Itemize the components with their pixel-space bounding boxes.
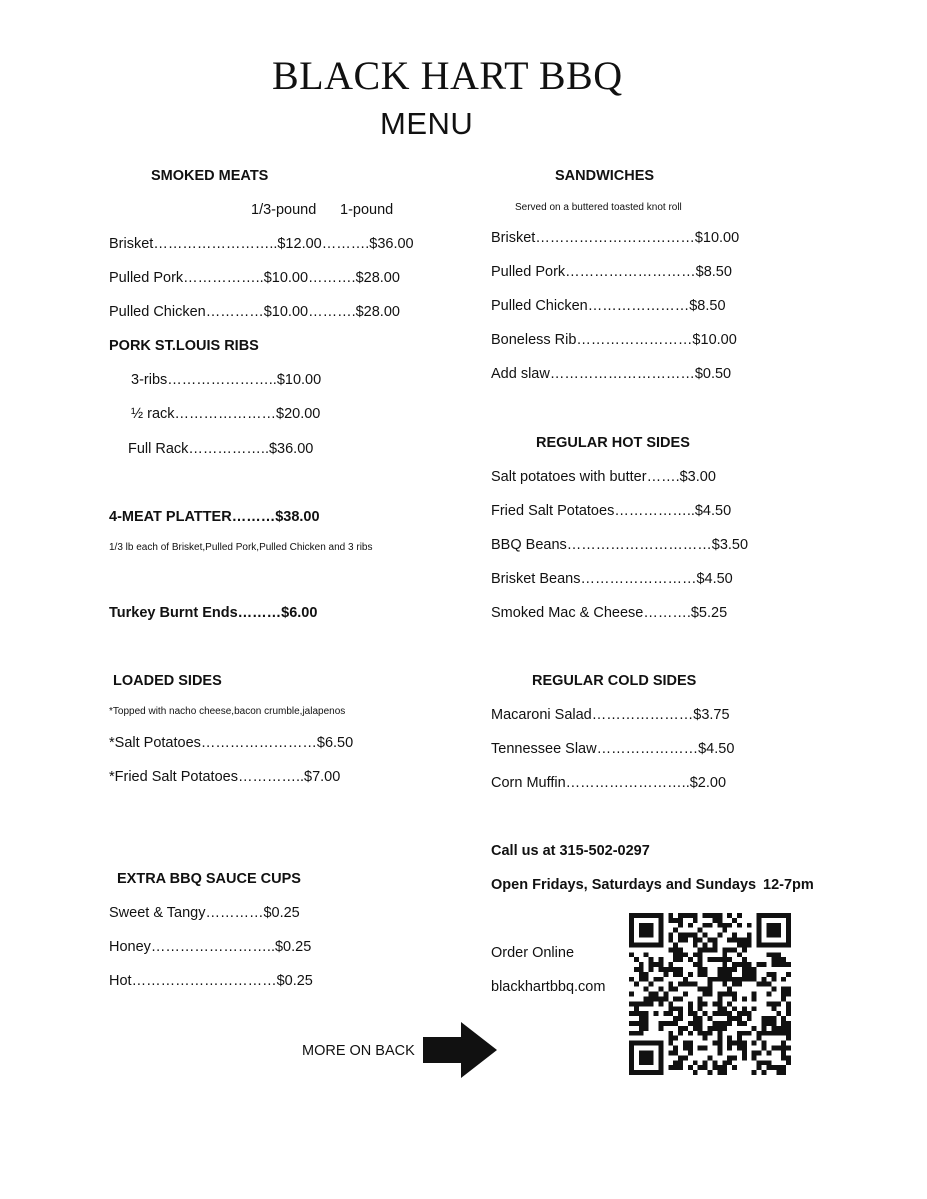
menu-item: BBQ Beans…………………………$3.50 <box>491 537 749 553</box>
more-on-back-label: MORE ON BACK <box>302 1043 415 1059</box>
menu-item: 3-ribs…………………..$10.00 <box>131 372 322 388</box>
menu-item: Hot…………………………$0.25 <box>109 973 313 989</box>
loaded-sides-heading: LOADED SIDES <box>113 673 222 689</box>
menu-heading: MENU <box>380 106 474 141</box>
restaurant-title: BLACK HART BBQ <box>272 53 623 98</box>
sandwiches-heading: SANDWICHES <box>555 168 655 184</box>
menu-item: Boneless Rib……………………$10.00 <box>491 332 737 348</box>
menu-item: Brisket……………………………$10.00 <box>491 230 740 246</box>
menu-item: Pulled Pork………………………$8.50 <box>491 264 732 280</box>
arrow-right-icon <box>423 1022 497 1078</box>
hot-sides-heading: REGULAR HOT SIDES <box>536 435 690 451</box>
menu-item: *Salt Potatoes……………………$6.50 <box>109 735 354 751</box>
platter-item: 4-MEAT PLATTER………$38.00 <box>109 509 320 525</box>
hours-line: Open Fridays, Saturdays and Sundays <box>491 877 757 893</box>
sauce-heading: EXTRA BBQ SAUCE CUPS <box>117 871 301 887</box>
website-link[interactable]: blackhartbbq.com <box>491 979 606 995</box>
menu-item: Brisket……………………..$12.00……….$36.00 <box>109 236 414 252</box>
size-third-pound-label: 1/3-pound <box>251 202 317 218</box>
menu-item: Brisket Beans……………………$4.50 <box>491 571 733 587</box>
menu-item: Fried Salt Potatoes……………..$4.50 <box>491 503 732 519</box>
menu-item: Tennessee Slaw…………………$4.50 <box>491 741 735 757</box>
menu-item: Full Rack……………..$36.00 <box>128 441 314 457</box>
menu-item: Pulled Chicken…………………$8.50 <box>491 298 726 314</box>
menu-item: Pulled Chicken…………$10.00……….$28.00 <box>109 304 400 320</box>
loaded-sides-note: *Topped with nacho cheese,bacon crumble,jalapenos <box>109 706 346 717</box>
menu-item: *Fried Salt Potatoes…………..$7.00 <box>109 769 341 785</box>
order-online-label: Order Online <box>491 945 575 961</box>
qr-code-icon[interactable] <box>629 913 791 1075</box>
turkey-label: Turkey Burnt Ends………$6.00 <box>109 605 318 621</box>
menu-item: Macaroni Salad…………………$3.75 <box>491 707 730 723</box>
size-one-pound-label: 1-pound <box>340 202 394 218</box>
menu-item: Sweet & Tangy…………$0.25 <box>109 905 300 921</box>
phone-line: Call us at 315-502-0297 <box>491 843 650 859</box>
menu-item: Corn Muffin……………………..$2.00 <box>491 775 727 791</box>
sandwiches-note: Served on a buttered toasted knot roll <box>515 202 682 213</box>
smoked-meats-heading: SMOKED MEATS <box>151 168 269 184</box>
menu-item: Smoked Mac & Cheese……….$5.25 <box>491 605 728 621</box>
ribs-heading: PORK ST.LOUIS RIBS <box>109 338 259 354</box>
menu-item: Add slaw…………………………$0.50 <box>491 366 732 382</box>
menu-item: Honey……………………..$0.25 <box>109 939 312 955</box>
menu-item: Pulled Pork……………..$10.00……….$28.00 <box>109 270 400 286</box>
menu-item: ½ rack…………………$20.00 <box>131 406 321 422</box>
menu-item: Salt potatoes with butter…….$3.00 <box>491 469 716 485</box>
cold-sides-heading: REGULAR COLD SIDES <box>532 673 697 689</box>
turkey-item <box>109 605 317 621</box>
platter-note: 1/3 lb each of Brisket,Pulled Pork,Pulled Chicken and 3 ribs <box>109 542 373 553</box>
hours-time: 12-7pm <box>763 877 814 893</box>
